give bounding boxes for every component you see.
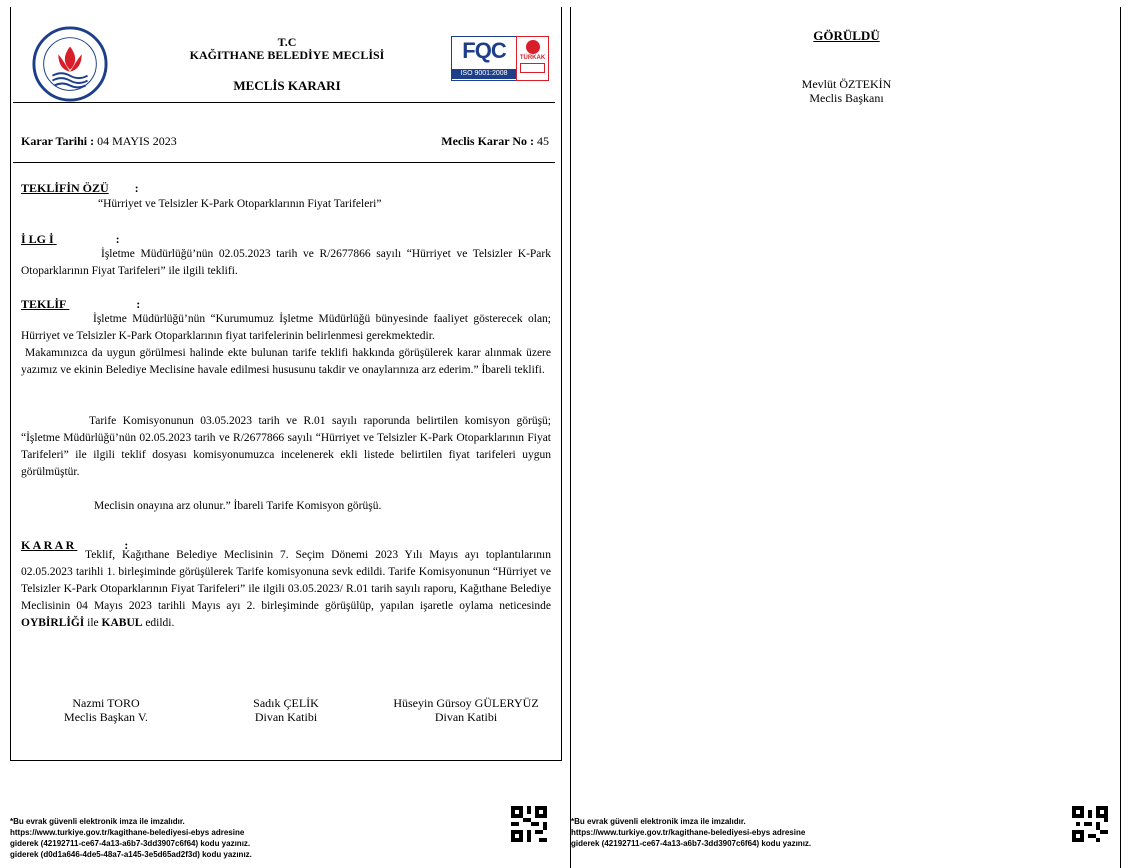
- date-value: 04 MAYIS 2023: [97, 134, 177, 148]
- karar-unanimous: OYBİRLİĞİ: [21, 617, 85, 629]
- teklif-colon: :: [136, 299, 141, 311]
- esign-code: giderek (42192711-ce67-4a13-a6b7-3dd3907c6f64) kodu yazınız.: [571, 839, 812, 848]
- decision-date: [21, 134, 177, 149]
- president-name: Mevlüt ÖZTEKİN: [801, 77, 892, 91]
- ozu-text: “Hürriyet ve Telsizler K-Park Otoparklarının Fiyat Tarifeleri”: [98, 198, 382, 210]
- header-tc: T.C: [277, 35, 297, 49]
- ozu-heading-label: TEKLİFİN ÖZÜ: [21, 181, 109, 195]
- number-value: 45: [537, 134, 549, 148]
- signature-name: Hüseyin Gürsoy GÜLERYÜZ: [393, 696, 539, 710]
- esign-note: *Bu evrak güvenli elektronik imza ile imzalıdır.: [571, 817, 746, 826]
- turkak-text: TÜRKAK: [519, 55, 546, 61]
- approval-page: [570, 7, 1121, 868]
- fqc-text: FQC: [462, 38, 506, 63]
- signature-block: [46, 696, 166, 724]
- decision-number: [441, 134, 549, 149]
- fqc-cert-logo: [451, 36, 517, 81]
- komisyon-paragraph-1: Tarife Komisyonunun 03.05.2023 tarih ve R.01 sayılı raporunda belirtilen komisyon görüşü; “İşletme Müdürlüğü’nün 02.05.2023 tarih ve R/2677866 sayılı “Hürriyet ve Telsizler K-Park Otoparklarının Fiyat Tarifeleri” ile ilgili teklif dosyası komisyonumuzca incelenerek ekli listede belirtilen fiyat tarifeleri uygun görülmüştür.: [21, 415, 551, 478]
- decision-page: [10, 7, 562, 761]
- komisyon-paragraph-2: Meclisin onayına arz olunur.” İbareli Tarife Komisyon görüşü.: [94, 500, 382, 512]
- turkak-emblem-icon: [526, 40, 540, 54]
- karar-heading-label: K A R A R: [21, 538, 75, 552]
- karar-body: Teklif, Kağıthane Belediye Meclisinin 7. Seçim Dönemi 2023 Yılı Mayıs ayı toplantılarının 02.05.2023 tarihli 1. birleşiminde görüşülerek Tarife komisyonuna sevk edildi. Tarife Komisyonunun “Hürriyet ve Telsizler K-Park Otoparklarının Fiyat Tarifeleri” ile ilgili 03.05.2023/ R.01 tarih sayılı raporu, Kağıthane Belediye Meclisinin 04 Mayıs 2023 tarihli Mayıs ayı 2. birleşiminde görüşülüp, yapılan işaretle oylama neticesinde: [21, 549, 551, 612]
- number-label: Meclis Karar No :: [441, 134, 534, 148]
- president-signature: [571, 77, 1122, 105]
- divider: [13, 162, 555, 163]
- karar-mid: ile: [87, 617, 99, 629]
- signature-title: Meclis Başkan V.: [64, 710, 148, 724]
- header-council: KAĞITHANE BELEDİYE MECLİSİ: [189, 48, 385, 62]
- karar-accepted: KABUL: [101, 617, 143, 629]
- ilgi-text: İşletme Müdürlüğü’nün 02.05.2023 tarih ve R/2677866 sayılı “Hürriyet ve Telsizler K-Park Otoparklarının Fiyat Tarifeleri” ile ilgili teklifi.: [21, 248, 551, 277]
- esign-url[interactable]: https://www.turkiye.gov.tr/kagithane-belediyesi-ebys adresine: [571, 828, 806, 837]
- karar-end: edildi.: [145, 617, 175, 629]
- teklif-heading-label: TEKLİF: [21, 297, 67, 311]
- ilgi-colon: :: [115, 234, 120, 246]
- esign-code: giderek (42192711-ce67-4a13-a6b7-3dd3907c6f64) kodu yazınız.: [10, 839, 251, 848]
- page-title: MECLİS KARARI: [233, 78, 341, 93]
- esign-footer-page2: [571, 816, 1051, 849]
- esign-footer: [10, 816, 510, 860]
- signature-name: Nazmi TORO: [72, 696, 140, 710]
- signature-block: [226, 696, 346, 724]
- signature-title: Divan Katibi: [434, 710, 498, 724]
- president-role: Meclis Başkanı: [809, 91, 884, 105]
- karar-text: [21, 547, 551, 632]
- ozu-colon: :: [134, 183, 139, 195]
- divider: [13, 102, 555, 103]
- check-box-icon: [520, 63, 545, 73]
- teklif-paragraph-1: İşletme Müdürlüğü’nün “Kurumumuz İşletme Müdürlüğü bünyesinde faaliyet gösterecek olan; Hürriyet ve Telsizler K-Park Otoparklarının fiyat tarifelerinin belirlenmesi gerekmektedir.: [21, 313, 551, 342]
- turkak-logo: [516, 36, 549, 81]
- approved-title: GÖRÜLDÜ: [813, 28, 880, 43]
- signature-block: [381, 696, 551, 724]
- esign-note: *Bu evrak güvenli elektronik imza ile imzalıdır.: [10, 817, 185, 826]
- qr-code-icon: [511, 806, 547, 842]
- signature-title: Divan Katibi: [254, 710, 318, 724]
- signature-name: Sadık ÇELİK: [253, 696, 319, 710]
- esign-code-overlap: giderek (d0d1a646-4de5-48a7-a145-3e5d65ad2f3d) kodu yazınız.: [10, 850, 252, 859]
- qr-code-icon: [1072, 806, 1108, 842]
- teklif-paragraph-2: Makamınızca da uygun görülmesi halinde ekte bulunan tarife teklifi hakkında görüşülerek karar alınmak üzere yazımız ve ekinin Belediye Meclisine havale edilmesi hususunu takdir ve onaylarınıza arz ederim.” İbareli teklifi.: [21, 347, 551, 376]
- ilgi-heading-label: İ LG İ: [21, 232, 54, 246]
- date-label: Karar Tarihi :: [21, 134, 95, 148]
- karar-colon: :: [124, 540, 129, 552]
- esign-url[interactable]: https://www.turkiye.gov.tr/kagithane-belediyesi-ebys adresine: [10, 828, 245, 837]
- iso-text: ISO 9001:2008: [452, 69, 516, 79]
